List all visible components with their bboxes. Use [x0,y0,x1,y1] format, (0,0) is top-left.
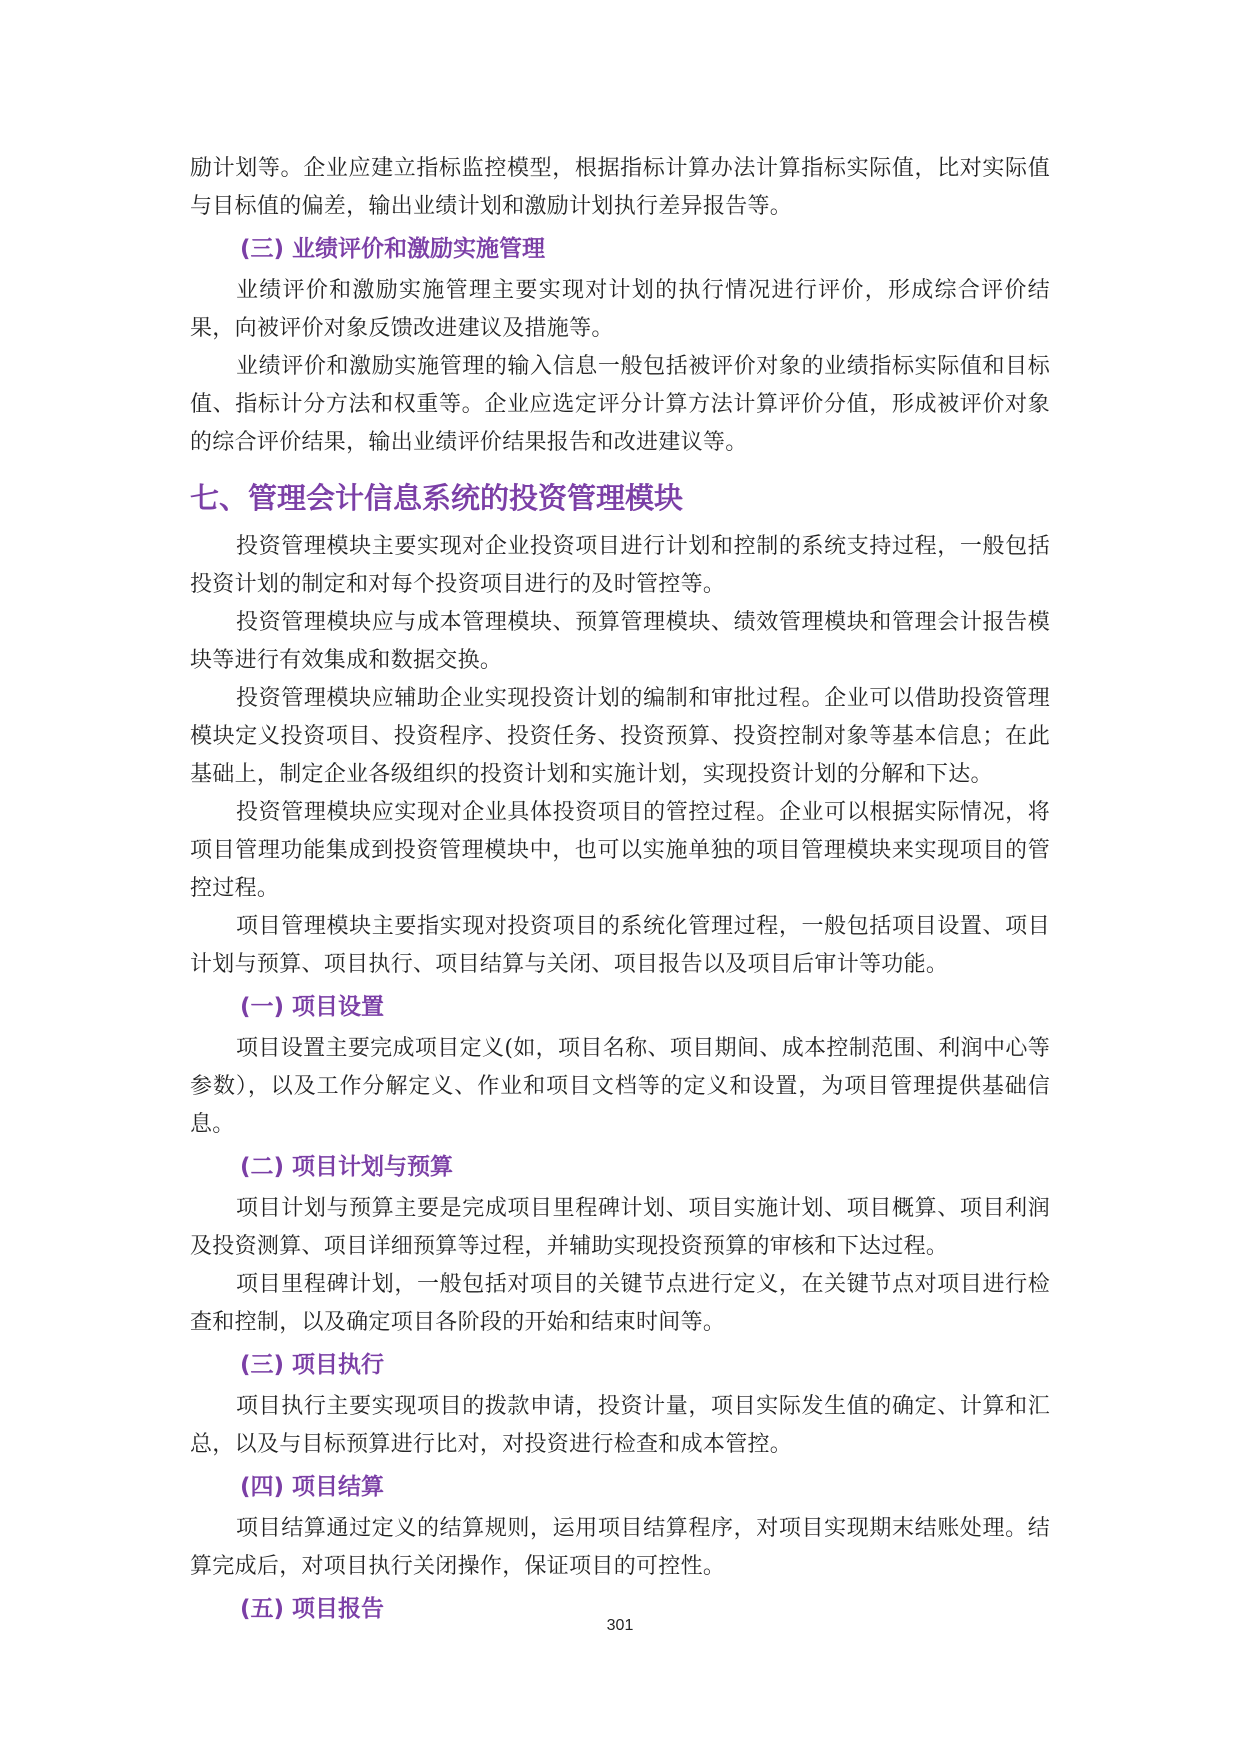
page-number: 301 [606,1617,634,1634]
body-paragraph: 项目结算通过定义的结算规则，运用项目结算程序，对项目实现期末结账处理。结算完成后，对项目执行关闭操作，保证项目的可控性。 [190,1516,1050,1579]
body-paragraph: 项目管理模块主要指实现对投资项目的系统化管理过程，一般包括项目设置、项目计划与预算、项目执行、项目结算与关闭、项目报告以及项目后审计等功能。 [190,914,1050,977]
body-paragraph: 投资管理模块应实现对企业具体投资项目的管控过程。企业可以根据实际情况，将项目管理功能集成到投资管理模块中，也可以实施单独的项目管理模块来实现项目的管控过程。 [190,800,1050,901]
body-paragraph: 业绩评价和激励实施管理的输入信息一般包括被评价对象的业绩指标实际值和目标值、指标计分方法和权重等。企业应选定评分计算方法计算评价分值，形成被评价对象的综合评价结果，输出业绩评价结果报告和改进建议等。 [190,354,1050,455]
body-paragraph: 投资管理模块应辅助企业实现投资计划的编制和审批过程。企业可以借助投资管理模块定义投资项目、投资程序、投资任务、投资预算、投资控制对象等基本信息；在此基础上，制定企业各级组织的投资计划和实施计划，实现投资计划的分解和下达。 [190,686,1050,787]
body-paragraph: 项目设置主要完成项目定义(如，项目名称、项目期间、成本控制范围、利润中心等参数），以及工作分解定义、作业和项目文档等的定义和设置，为项目管理提供基础信息。 [190,1036,1050,1137]
subsection-heading: (一) 项目设置 [240,994,385,1020]
section-heading: 七、管理会计信息系统的投资管理模块 [190,481,684,515]
body-paragraph: 项目计划与预算主要是完成项目里程碑计划、项目实施计划、项目概算、项目利润及投资测算、项目详细预算等过程，并辅助实现投资预算的审核和下达过程。 [190,1196,1050,1259]
body-paragraph: 投资管理模块应与成本管理模块、预算管理模块、绩效管理模块和管理会计报告模块等进行有效集成和数据交换。 [190,610,1050,673]
subsection-heading: (三) 业绩评价和激励实施管理 [240,236,546,262]
body-paragraph: 项目执行主要实现项目的拨款申请，投资计量，项目实际发生值的确定、计算和汇总，以及与目标预算进行比对，对投资进行检查和成本管控。 [190,1394,1050,1457]
body-paragraph: 励计划等。企业应建立指标监控模型，根据指标计算办法计算指标实际值，比对实际值与目标值的偏差，输出业绩计划和激励计划执行差异报告等。 [190,156,1050,219]
subsection-heading: (四) 项目结算 [240,1474,385,1500]
subsection-heading: (二) 项目计划与预算 [240,1154,454,1180]
subsection-heading: (三) 项目执行 [240,1352,385,1378]
document-body [190,150,1050,1632]
body-paragraph: 业绩评价和激励实施管理主要实现对计划的执行情况进行评价，形成综合评价结果，向被评价对象反馈改进建议及措施等。 [190,278,1050,341]
subsection-heading: (五) 项目报告 [240,1596,385,1622]
body-paragraph: 投资管理模块主要实现对企业投资项目进行计划和控制的系统支持过程，一般包括投资计划的制定和对每个投资项目进行的及时管控等。 [190,534,1050,597]
body-paragraph: 项目里程碑计划，一般包括对项目的关键节点进行定义，在关键节点对项目进行检查和控制，以及确定项目各阶段的开始和结束时间等。 [190,1272,1050,1335]
